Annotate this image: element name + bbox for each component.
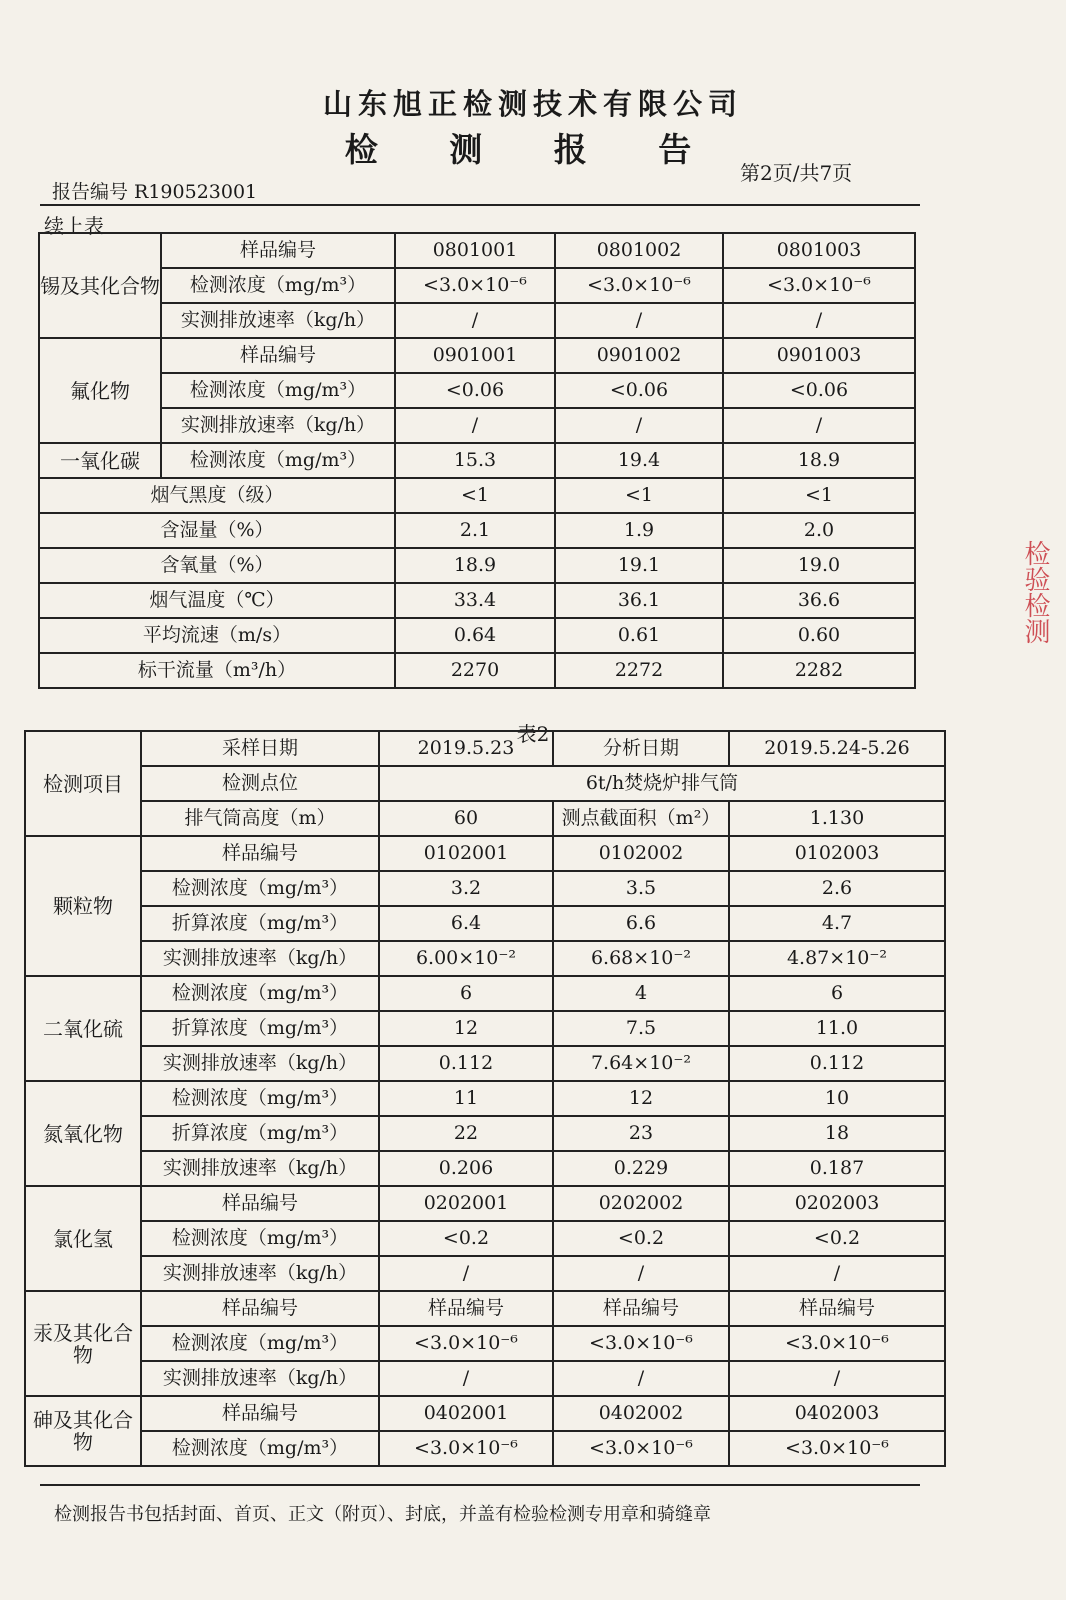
report-number: 报告编号 R190523001 bbox=[52, 181, 258, 203]
category-mercury: 汞及其化合物 bbox=[25, 1291, 141, 1396]
cell: <0.2 bbox=[553, 1221, 729, 1256]
table-2 bbox=[24, 730, 946, 1467]
cell: / bbox=[723, 408, 915, 443]
category-co: 一氧化碳 bbox=[39, 443, 161, 478]
cell: <3.0×10⁻⁶ bbox=[723, 268, 915, 303]
cell: 样品编号 bbox=[553, 1291, 729, 1326]
table-row bbox=[25, 976, 945, 1011]
cell: 0801001 bbox=[395, 233, 555, 268]
cell: <3.0×10⁻⁶ bbox=[379, 1326, 553, 1361]
cell: 36.6 bbox=[723, 583, 915, 618]
cell: <0.2 bbox=[729, 1221, 945, 1256]
cell: / bbox=[729, 1256, 945, 1291]
table-row bbox=[25, 1361, 945, 1396]
table-row bbox=[25, 1326, 945, 1361]
cell: 2019.5.24-5.26 bbox=[729, 731, 945, 766]
row-label: 测点截面积（m²） bbox=[553, 801, 729, 836]
row-label: 样品编号 bbox=[161, 233, 395, 268]
cell: 0402003 bbox=[729, 1396, 945, 1431]
category-particulate: 颗粒物 bbox=[25, 836, 141, 976]
cell: 60 bbox=[379, 801, 553, 836]
table-row bbox=[25, 1186, 945, 1221]
cell: / bbox=[379, 1256, 553, 1291]
row-label: 烟气黑度（级） bbox=[39, 478, 395, 513]
row-label: 检测浓度（mg/m³） bbox=[141, 1431, 379, 1466]
table-row bbox=[25, 871, 945, 906]
cell: 0102003 bbox=[729, 836, 945, 871]
row-label: 烟气温度（℃） bbox=[39, 583, 395, 618]
table-row bbox=[39, 618, 915, 653]
cell: 4 bbox=[553, 976, 729, 1011]
row-label: 检测浓度（mg/m³） bbox=[141, 976, 379, 1011]
row-label: 样品编号 bbox=[161, 338, 395, 373]
cell: 2019.5.23 bbox=[379, 731, 553, 766]
category-nox: 氮氧化物 bbox=[25, 1081, 141, 1186]
cell: <0.06 bbox=[555, 373, 723, 408]
continued-label: 续上表 bbox=[44, 214, 104, 238]
row-label: 样品编号 bbox=[141, 1396, 379, 1431]
row-label: 检测浓度（mg/m³） bbox=[161, 373, 395, 408]
row-label: 标干流量（m³/h） bbox=[39, 653, 395, 688]
cell: 6.4 bbox=[379, 906, 553, 941]
table-row bbox=[25, 766, 945, 801]
table-row bbox=[25, 731, 945, 766]
row-label: 采样日期 bbox=[141, 731, 379, 766]
row-label: 折算浓度（mg/m³） bbox=[141, 1011, 379, 1046]
cell: 0202002 bbox=[553, 1186, 729, 1221]
cell: <0.2 bbox=[379, 1221, 553, 1256]
seal-stamp-fragment: 检验检测 bbox=[1020, 540, 1050, 644]
cell: 33.4 bbox=[395, 583, 555, 618]
cell: <3.0×10⁻⁶ bbox=[379, 1431, 553, 1466]
row-label: 实测排放速率（kg/h） bbox=[161, 303, 395, 338]
table-row bbox=[25, 801, 945, 836]
cell: <3.0×10⁻⁶ bbox=[729, 1326, 945, 1361]
header-divider bbox=[40, 204, 920, 206]
page-number: 第2页/共7页 bbox=[740, 161, 853, 185]
row-label: 检测点位 bbox=[141, 766, 379, 801]
cell: 2272 bbox=[555, 653, 723, 688]
footer-divider bbox=[40, 1484, 920, 1486]
cell: 0901001 bbox=[395, 338, 555, 373]
category-item: 检测项目 bbox=[25, 731, 141, 836]
category-arsenic: 砷及其化合物 bbox=[25, 1396, 141, 1466]
table-row bbox=[39, 408, 915, 443]
cell: 23 bbox=[553, 1116, 729, 1151]
cell: 样品编号 bbox=[379, 1291, 553, 1326]
category-tin: 锡及其化合物 bbox=[39, 233, 161, 338]
table-row bbox=[25, 1396, 945, 1431]
cell: 2.6 bbox=[729, 871, 945, 906]
row-label: 样品编号 bbox=[141, 1291, 379, 1326]
cell: 1.130 bbox=[729, 801, 945, 836]
cell: 0.64 bbox=[395, 618, 555, 653]
cell: 6.68×10⁻² bbox=[553, 941, 729, 976]
cell: 6.6 bbox=[553, 906, 729, 941]
cell: <0.06 bbox=[395, 373, 555, 408]
row-label: 实测排放速率（kg/h） bbox=[141, 941, 379, 976]
cell: 2.1 bbox=[395, 513, 555, 548]
cell: 6 bbox=[729, 976, 945, 1011]
cell: <3.0×10⁻⁶ bbox=[729, 1431, 945, 1466]
cell: 7.5 bbox=[553, 1011, 729, 1046]
cell: 0402001 bbox=[379, 1396, 553, 1431]
category-hcl: 氯化氢 bbox=[25, 1186, 141, 1291]
row-label: 样品编号 bbox=[141, 836, 379, 871]
cell: / bbox=[729, 1361, 945, 1396]
row-label: 排气筒高度（m） bbox=[141, 801, 379, 836]
cell: 2270 bbox=[395, 653, 555, 688]
cell: 2282 bbox=[723, 653, 915, 688]
category-so2: 二氧化硫 bbox=[25, 976, 141, 1081]
table-row bbox=[39, 513, 915, 548]
cell: 0801002 bbox=[555, 233, 723, 268]
table-row bbox=[25, 941, 945, 976]
cell: 0.206 bbox=[379, 1151, 553, 1186]
cell: 18.9 bbox=[723, 443, 915, 478]
row-label: 检测浓度（mg/m³） bbox=[161, 268, 395, 303]
table-row bbox=[25, 906, 945, 941]
cell: 6 bbox=[379, 976, 553, 1011]
cell: <3.0×10⁻⁶ bbox=[395, 268, 555, 303]
row-label: 实测排放速率（kg/h） bbox=[141, 1046, 379, 1081]
row-label: 实测排放速率（kg/h） bbox=[161, 408, 395, 443]
cell: / bbox=[555, 303, 723, 338]
company-name: 山东旭正检测技术有限公司 bbox=[322, 87, 743, 121]
cell: 1.9 bbox=[555, 513, 723, 548]
table-2-title: 表2 bbox=[516, 722, 550, 746]
row-label: 分析日期 bbox=[553, 731, 729, 766]
cell: 19.0 bbox=[723, 548, 915, 583]
table-row bbox=[25, 1431, 945, 1466]
row-label: 检测浓度（mg/m³） bbox=[141, 1081, 379, 1116]
cell: 36.1 bbox=[555, 583, 723, 618]
table-row bbox=[25, 1011, 945, 1046]
cell: 2.0 bbox=[723, 513, 915, 548]
cell: 0102001 bbox=[379, 836, 553, 871]
cell: / bbox=[395, 408, 555, 443]
row-label: 检测浓度（mg/m³） bbox=[141, 1326, 379, 1361]
table-row bbox=[39, 583, 915, 618]
row-label: 平均流速（m/s） bbox=[39, 618, 395, 653]
cell: 6.00×10⁻² bbox=[379, 941, 553, 976]
cell: / bbox=[553, 1361, 729, 1396]
table-row bbox=[39, 233, 915, 268]
cell: 19.1 bbox=[555, 548, 723, 583]
cell: 18.9 bbox=[395, 548, 555, 583]
cell: <3.0×10⁻⁶ bbox=[555, 268, 723, 303]
row-label: 样品编号 bbox=[141, 1186, 379, 1221]
table-row bbox=[25, 1291, 945, 1326]
cell: <1 bbox=[555, 478, 723, 513]
table-row bbox=[25, 1046, 945, 1081]
cell: 0.229 bbox=[553, 1151, 729, 1186]
cell: 4.7 bbox=[729, 906, 945, 941]
cell: 6t/h焚烧炉排气筒 bbox=[379, 766, 945, 801]
cell: 19.4 bbox=[555, 443, 723, 478]
cell: <1 bbox=[395, 478, 555, 513]
cell: 0402002 bbox=[553, 1396, 729, 1431]
cell: 4.87×10⁻² bbox=[729, 941, 945, 976]
cell: 样品编号 bbox=[729, 1291, 945, 1326]
table-row bbox=[39, 478, 915, 513]
table-row bbox=[25, 836, 945, 871]
cell: 12 bbox=[379, 1011, 553, 1046]
cell: <3.0×10⁻⁶ bbox=[553, 1326, 729, 1361]
row-label: 折算浓度（mg/m³） bbox=[141, 1116, 379, 1151]
row-label: 检测浓度（mg/m³） bbox=[141, 871, 379, 906]
category-fluoride: 氟化物 bbox=[39, 338, 161, 443]
footer-note: 检测报告书包括封面、首页、正文（附页）、封底，并盖有检验检测专用章和骑缝章 bbox=[54, 1504, 711, 1525]
table-row bbox=[25, 1081, 945, 1116]
table-row bbox=[39, 268, 915, 303]
table-1 bbox=[38, 232, 916, 689]
row-label: 实测排放速率（kg/h） bbox=[141, 1361, 379, 1396]
cell: / bbox=[379, 1361, 553, 1396]
cell: / bbox=[555, 408, 723, 443]
cell: <1 bbox=[723, 478, 915, 513]
table-row bbox=[25, 1256, 945, 1291]
table-row bbox=[39, 443, 915, 478]
row-label: 折算浓度（mg/m³） bbox=[141, 906, 379, 941]
cell: <0.06 bbox=[723, 373, 915, 408]
table-row bbox=[39, 653, 915, 688]
cell: 10 bbox=[729, 1081, 945, 1116]
cell: 0.60 bbox=[723, 618, 915, 653]
cell: 0.112 bbox=[729, 1046, 945, 1081]
cell: / bbox=[395, 303, 555, 338]
cell: 15.3 bbox=[395, 443, 555, 478]
cell: / bbox=[723, 303, 915, 338]
cell: 0801003 bbox=[723, 233, 915, 268]
cell: 0202003 bbox=[729, 1186, 945, 1221]
table-row bbox=[25, 1151, 945, 1186]
table-row bbox=[25, 1116, 945, 1151]
cell: 0.187 bbox=[729, 1151, 945, 1186]
cell: / bbox=[553, 1256, 729, 1291]
cell: 7.64×10⁻² bbox=[553, 1046, 729, 1081]
row-label: 检测浓度（mg/m³） bbox=[141, 1221, 379, 1256]
cell: 11 bbox=[379, 1081, 553, 1116]
cell: 11.0 bbox=[729, 1011, 945, 1046]
report-title: 检 测 报 告 bbox=[344, 130, 722, 169]
cell: 3.5 bbox=[553, 871, 729, 906]
cell: 0.112 bbox=[379, 1046, 553, 1081]
cell: 22 bbox=[379, 1116, 553, 1151]
row-label: 含湿量（%） bbox=[39, 513, 395, 548]
table-row bbox=[39, 338, 915, 373]
row-label: 含氧量（%） bbox=[39, 548, 395, 583]
cell: 0102002 bbox=[553, 836, 729, 871]
row-label: 实测排放速率（kg/h） bbox=[141, 1256, 379, 1291]
table-row bbox=[25, 1221, 945, 1256]
cell: <3.0×10⁻⁶ bbox=[553, 1431, 729, 1466]
cell: 12 bbox=[553, 1081, 729, 1116]
table-row bbox=[39, 373, 915, 408]
cell: 0.61 bbox=[555, 618, 723, 653]
cell: 0202001 bbox=[379, 1186, 553, 1221]
cell: 3.2 bbox=[379, 871, 553, 906]
cell: 0901003 bbox=[723, 338, 915, 373]
table-row bbox=[39, 548, 915, 583]
table-row bbox=[39, 303, 915, 338]
cell: 0901002 bbox=[555, 338, 723, 373]
cell: 18 bbox=[729, 1116, 945, 1151]
row-label: 检测浓度（mg/m³） bbox=[161, 443, 395, 478]
row-label: 实测排放速率（kg/h） bbox=[141, 1151, 379, 1186]
